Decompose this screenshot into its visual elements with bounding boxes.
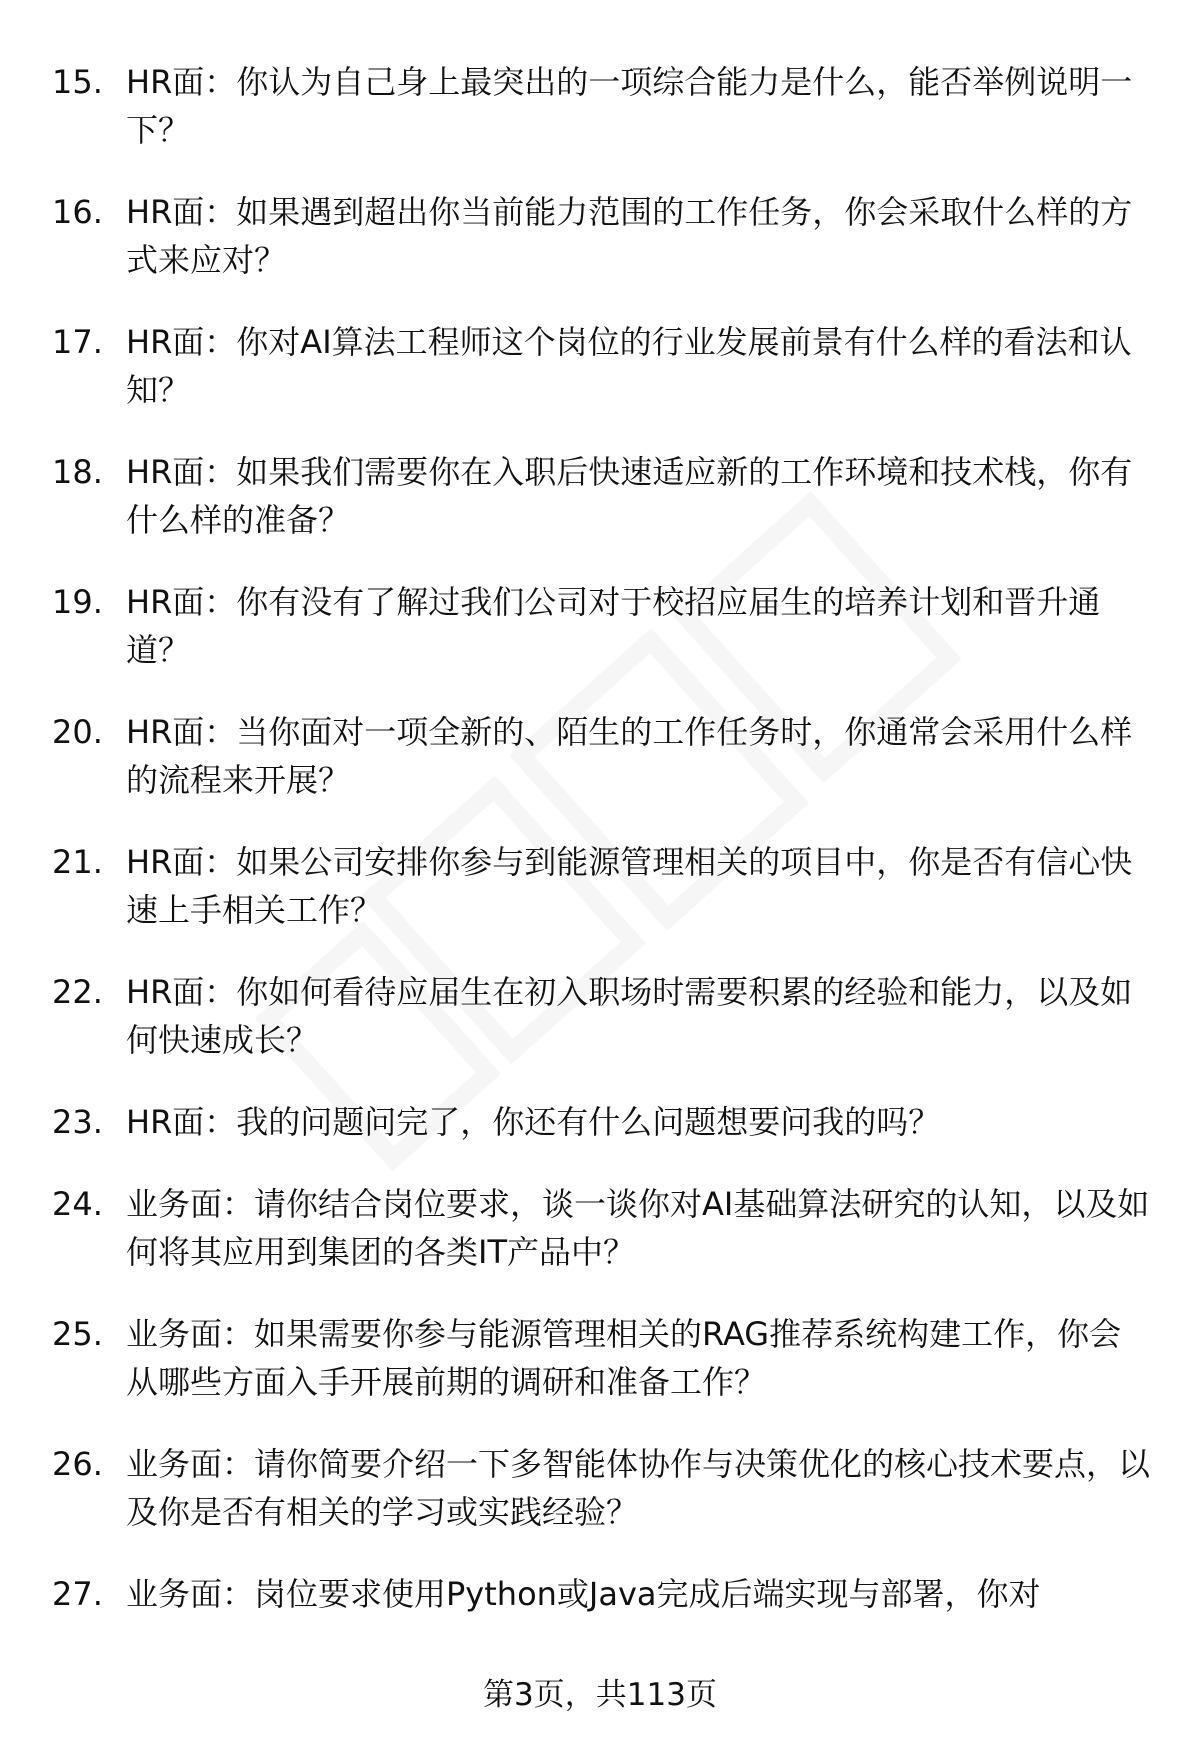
question-item <box>52 58 1162 154</box>
question-item <box>52 1310 1162 1406</box>
question-text: HR面：如果遇到超出你当前能力范围的工作任务，你会采取什么样的方式来应对？ <box>126 193 1133 279</box>
question-number: 27. <box>52 1575 103 1613</box>
question-text: HR面：如果公司安排你参与到能源管理相关的项目中，你是否有信心快速上手相关工作？ <box>126 843 1133 929</box>
question-number: 19. <box>52 583 103 621</box>
question-number: 18. <box>52 453 103 491</box>
question-number: 21. <box>52 843 103 881</box>
question-item <box>52 1098 1162 1146</box>
question-item <box>52 838 1162 934</box>
question-item <box>52 578 1162 674</box>
question-text: HR面：你认为自己身上最突出的一项综合能力是什么，能否举例说明一下？ <box>126 63 1133 149</box>
question-text: HR面：如果我们需要你在入职后快速适应新的工作环境和技术栈，你有什么样的准备？ <box>126 453 1133 539</box>
question-text: 业务面：如果需要你参与能源管理相关的RAG推荐系统构建工作，你会从哪些方面入手开展前期的调研和准备工作？ <box>126 1315 1122 1401</box>
question-number: 23. <box>52 1103 103 1141</box>
page-footer: 第3页，共113页 <box>483 1677 717 1713</box>
question-text: 业务面：请你结合岗位要求，谈一谈你对AI基础算法研究的认知，以及如何将其应用到集团的各类IT产品中？ <box>126 1185 1150 1271</box>
question-number: 25. <box>52 1315 103 1353</box>
question-number: 26. <box>52 1445 103 1483</box>
question-text: HR面：你有没有了解过我们公司对于校招应届生的培养计划和晋升通道？ <box>126 583 1101 669</box>
question-item <box>52 968 1162 1064</box>
question-text: 业务面：请你简要介绍一下多智能体协作与决策优化的核心技术要点，以及你是否有相关的学习或实践经验？ <box>126 1445 1151 1531</box>
question-text: HR面：当你面对一项全新的、陌生的工作任务时，你通常会采用什么样的流程来开展？ <box>126 713 1133 799</box>
question-item <box>52 1440 1162 1536</box>
question-text: HR面：你如何看待应届生在初入职场时需要积累的经验和能力，以及如何快速成长？ <box>126 973 1133 1059</box>
question-item <box>52 318 1162 414</box>
question-number: 15. <box>52 63 103 101</box>
question-text: HR面：你对AI算法工程师这个岗位的行业发展前景有什么样的看法和认知？ <box>126 323 1132 409</box>
question-number: 20. <box>52 713 103 751</box>
question-item <box>52 1570 1162 1618</box>
question-number: 22. <box>52 973 103 1011</box>
question-number: 16. <box>52 193 103 231</box>
question-text: 业务面：岗位要求使用Python或Java完成后端实现与部署，你对 <box>126 1575 1041 1613</box>
question-number: 24. <box>52 1185 103 1223</box>
question-item <box>52 448 1162 544</box>
question-item <box>52 1180 1162 1276</box>
question-number: 17. <box>52 323 103 361</box>
question-item <box>52 188 1162 284</box>
question-text: HR面：我的问题问完了，你还有什么问题想要问我的吗？ <box>126 1103 941 1141</box>
question-list <box>52 58 1162 1618</box>
question-item <box>52 708 1162 804</box>
